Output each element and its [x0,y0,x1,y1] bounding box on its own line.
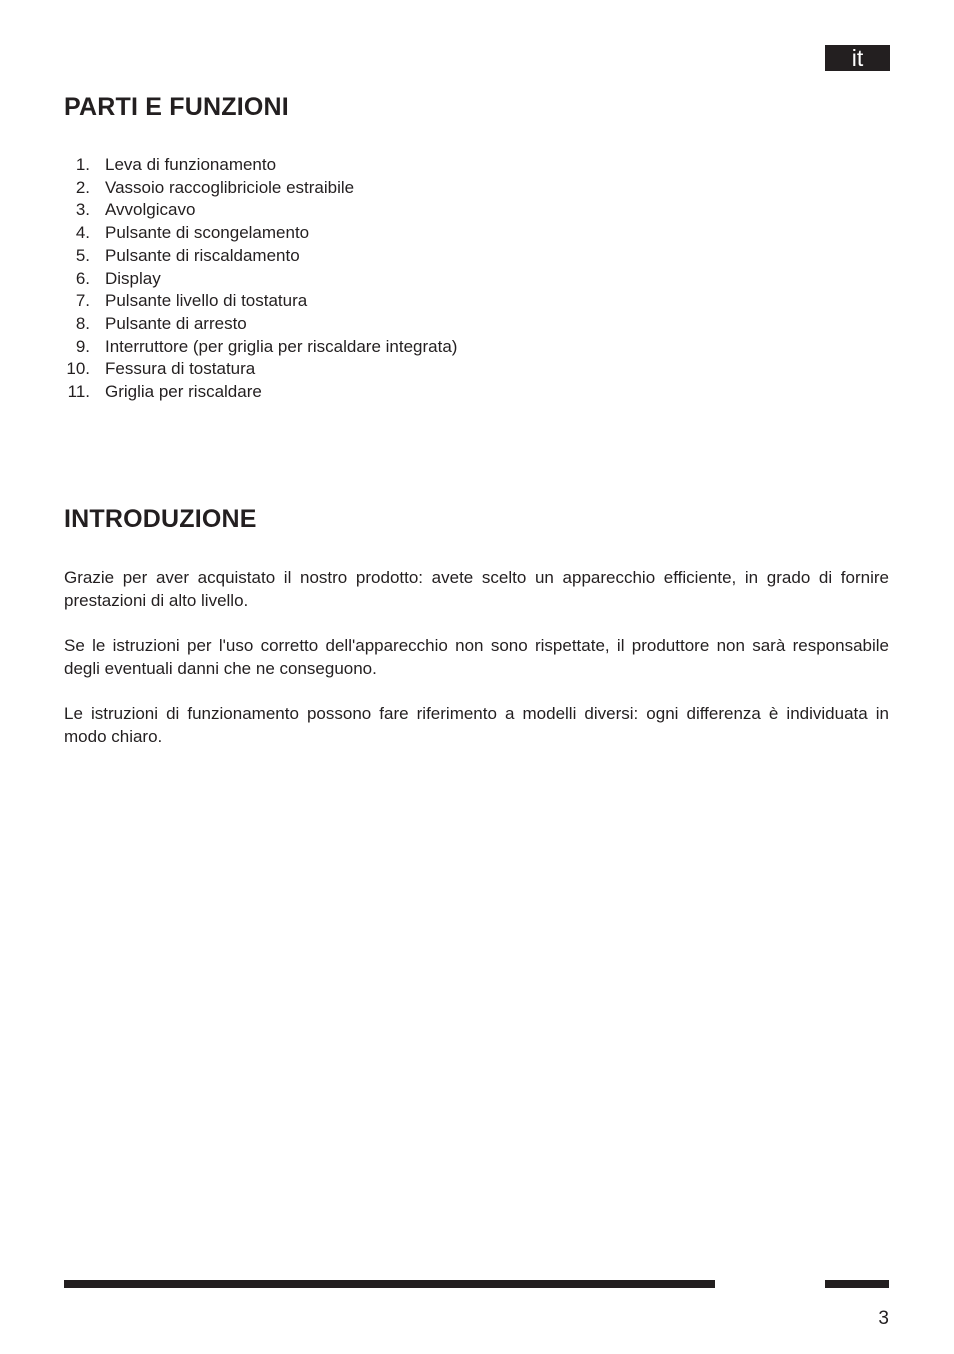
list-item [64,358,457,381]
list-item [64,290,457,313]
list-item-number: 11. [67,382,90,402]
list-item-label: Pulsante di scongelamento [105,223,310,243]
list-item-label: Pulsante di arresto [105,313,247,333]
list-item [64,222,457,245]
list-item-label: Leva di funzionamento [105,155,277,174]
list-item-label: Vassoio raccoglibriciole estraibile [105,177,355,197]
intro-paragraph: Se le istruzioni per l'uso corretto dell'apparecchio non sono rispettate, il produttore non sarà responsabile degli eventuali danni che ne conseguono. [64,636,889,678]
list-item [64,381,457,404]
list-item-label: Fessura di tostatura [105,359,256,379]
footer-rule-right [825,1280,889,1288]
list-item-number: 2. [75,177,90,197]
list-item [64,245,457,268]
list-item-label: Display [105,268,161,288]
list-item-number: 9. [75,336,90,356]
footer-rule-left [64,1280,715,1288]
list-item [64,313,457,336]
list-item [64,336,457,359]
list-item-label: Pulsante livello di tostatura [105,291,308,311]
list-item-number: 8. [75,313,90,333]
list-item-number: 3. [75,200,90,220]
intro-paragraph: Grazie per aver acquistato il nostro prodotto: avete scelto un apparecchio efficiente, in grado di fornire prestazioni di alto livello. [64,568,889,610]
list-item-number: 6. [75,268,90,288]
list-item-number: 1. [75,155,90,174]
list-item-number: 4. [75,223,90,243]
list-item [64,177,457,200]
language-badge: it [825,45,890,71]
list-item-label: Griglia per riscaldare [105,382,262,402]
parts-section-title: PARTI E FUNZIONI [64,93,289,121]
page-number: 3 [878,1308,889,1329]
list-item-label: Pulsante di riscaldamento [105,245,300,265]
list-item [64,199,457,222]
intro-paragraph: Le istruzioni di funzionamento possono fare riferimento a modelli diversi: ogni differenza è individuata in modo chiaro. [64,704,889,746]
list-item-label: Avvolgicavo [105,200,196,220]
list-item-number: 7. [75,291,90,311]
list-item-number: 10. [66,359,90,379]
parts-list [64,154,457,404]
list-item [64,154,457,177]
list-item [64,268,457,291]
intro-section-title: INTRODUZIONE [64,505,257,533]
list-item-label: Interruttore (per griglia per riscaldare integrata) [105,336,458,356]
list-item-number: 5. [75,245,90,265]
